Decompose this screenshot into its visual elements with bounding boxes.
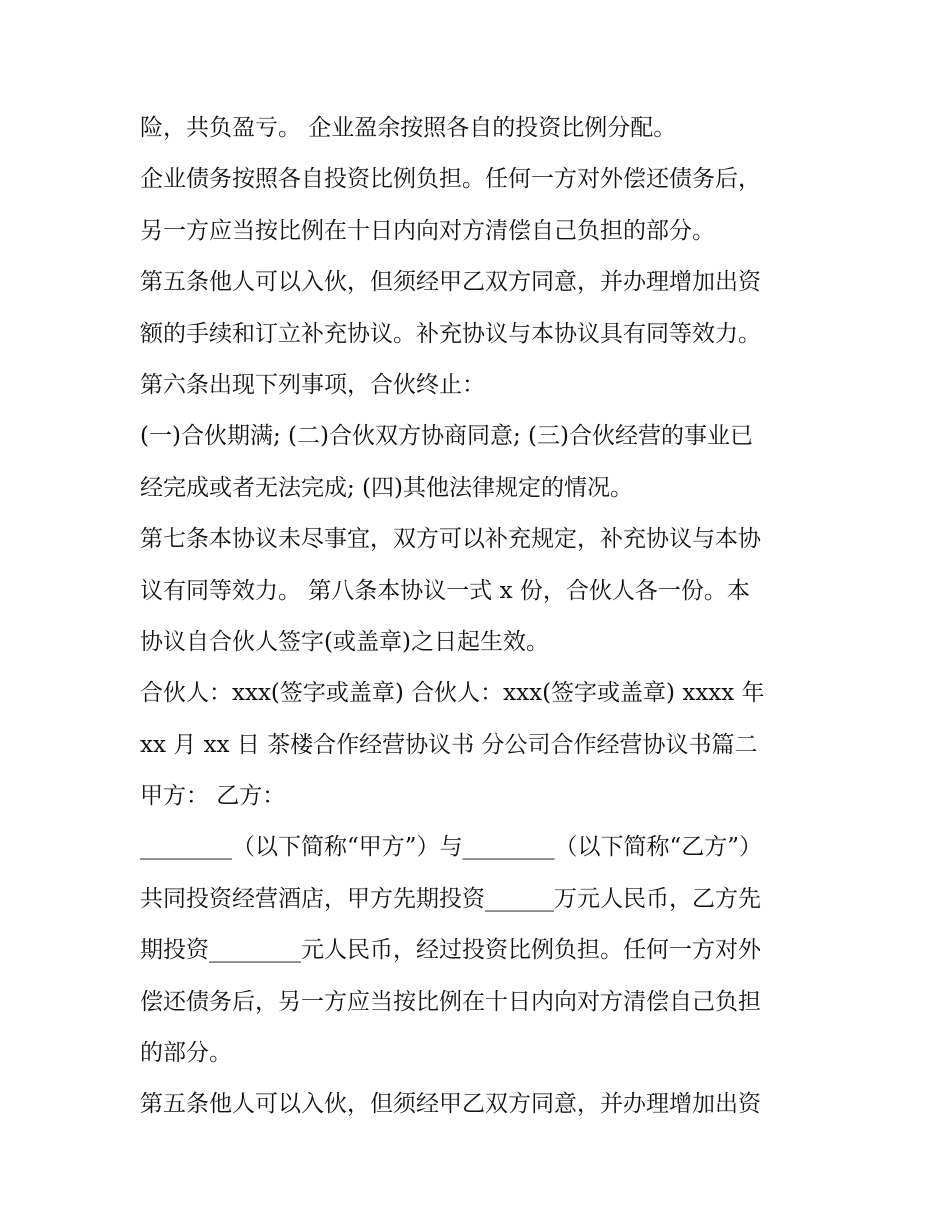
text-line: 甲方： 乙方： [140, 783, 286, 810]
text-line: 偿还债务后，另一方应当按比例在十日内向对方清偿自己负担 [140, 988, 761, 1015]
text-line: 第五条他人可以入伙，但须经甲乙双方同意，并办理增加出资 [140, 269, 761, 296]
text-line: xx 月 xx 日 茶楼合作经营协议书 分公司合作经营协议书篇二 [140, 731, 758, 758]
text-line: 合伙人：xxx(签字或盖章) 合伙人：xxx(签字或盖章) xxxx 年 [140, 680, 765, 707]
text-line: 协议自合伙人签字(或盖章)之日起生效。 [140, 628, 549, 655]
text-line: (一)合伙期满; (二)合伙双方协商同意; (三)合伙经营的事业已 [140, 423, 753, 450]
text-line: 第五条他人可以入伙，但须经甲乙双方同意，并办理增加出资 [140, 1091, 761, 1118]
text-line: 另一方应当按比例在十日内向对方清偿自己负担的部分。 [140, 217, 715, 244]
text-line: 经完成或者无法完成; (四)其他法律规定的情况。 [140, 474, 634, 501]
text-line: 险，共负盈亏。 企业盈余按照各自的投资比例分配。 [140, 115, 677, 141]
text-line: 共同投资经营酒店，甲方先期投资______万元人民币，乙方先 [140, 885, 761, 912]
text-line: 议有同等效力。 第八条本协议一式 x 份，合伙人各一份。本 [140, 577, 750, 604]
text-line: 企业债务按照各自投资比例负担。任何一方对外偿还债务后， [140, 166, 761, 193]
text-line: 的部分。 [140, 1040, 232, 1067]
text-line: ________（以下简称“甲方”）与________（以下简称“乙方”） [140, 834, 763, 861]
text-line: 期投资________元人民币，经过投资比例负担。任何一方对外 [140, 937, 761, 964]
text-line: 额的手续和订立补充协议。补充协议与本协议具有同等效力。 [140, 320, 761, 347]
text-line: 第七条本协议未尽事宜，双方可以补充规定，补充协议与本协 [140, 526, 761, 553]
text-line: 第六条出现下列事项，合伙终止： [140, 371, 485, 398]
document-body [140, 103, 830, 1131]
